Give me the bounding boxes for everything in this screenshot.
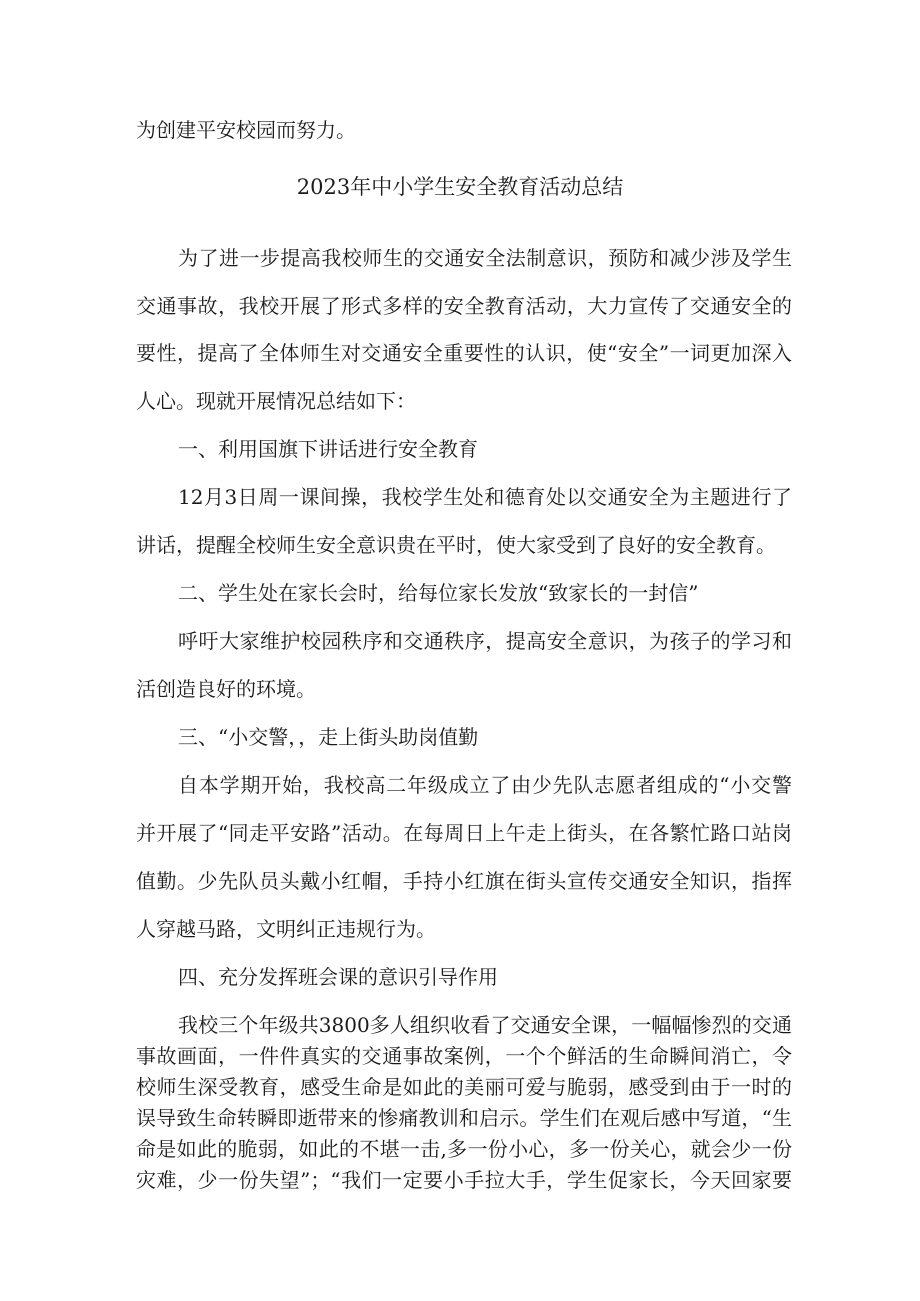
paragraph-5-line-1: 我校三个年级共3800多人组织收看了交通安全课，一幅幅惨烈的交通 <box>178 1013 792 1037</box>
section-heading-4: 四、充分发挥班会课的意识引导作用 <box>178 965 498 989</box>
paragraph-5-line-2: 事故画面，一件件真实的交通事故案例，一个个鲜活的生命瞬间消亡，令 <box>136 1044 792 1068</box>
paragraph-2-line-1: 12月3日周一课间操，我校学生处和德育处以交通安全为主题进行了 <box>178 485 792 509</box>
paragraph-4-line-2: 并开展了“同走平安路”活动。在每周日上午走上街头，在各繁忙路口站岗 <box>136 821 792 845</box>
section-heading-3: 三、“小交警，，走上街头助岗值勤 <box>178 725 479 749</box>
paragraph-3-line-2: 活创造良好的环境。 <box>136 677 316 701</box>
paragraph-4-line-1: 自本学期开始，我校高二年级成立了由少先队志愿者组成的“小交警 <box>178 773 792 797</box>
paragraph-5-line-6: 灾难，少一份失望”；“我们一定要小手拉大手，学生促家长，今天回家要 <box>136 1168 792 1192</box>
paragraph-4-line-3: 值勤。少先队员头戴小红帽，手持小红旗在街头宣传交通安全知识，指挥 <box>136 869 792 893</box>
paragraph-2-line-2: 讲话，提醒全校师生安全意识贵在平时，使大家受到了良好的安全教育。 <box>136 533 776 557</box>
paragraph-5-line-5: 命是如此的脆弱，如此的不堪一击,多一份小心，多一份关心，就会少一份 <box>136 1137 792 1161</box>
paragraph-4-line-4: 人穿越马路，文明纠正违规行为。 <box>136 917 436 941</box>
intro-fragment: 为创建平安校园而努力。 <box>136 118 356 142</box>
paragraph-5-line-3: 校师生深受教育，感受生命是如此的美丽可爱与脆弱，感受到由于一时的 <box>136 1075 792 1099</box>
paragraph-1-line-2: 交通事故，我校开展了形式多样的安全教育活动，大力宣传了交通安全的 <box>136 294 792 318</box>
paragraph-1-line-3: 要性，提高了全体师生对交通安全重要性的认识，使“安全”一词更加深入 <box>136 341 792 365</box>
paragraph-1-line-1: 为了进一步提高我校师生的交通安全法制意识，预防和减少涉及学生 <box>178 246 792 270</box>
paragraph-3-line-1: 呼吁大家维护校园秩序和交通秩序，提高安全意识，为孩子的学习和 <box>178 629 792 653</box>
section-heading-2: 二、学生处在家长会时，给每位家长发放“致家长的一封信” <box>178 581 699 605</box>
document-title: 2023年中小学生安全教育活动总结 <box>296 175 624 199</box>
paragraph-1-line-4: 人心。现就开展情况总结如下： <box>136 389 416 413</box>
paragraph-5-line-4: 误导致生命转瞬即逝带来的惨痛教训和启示。学生们在观后感中写道，“生 <box>136 1106 792 1130</box>
section-heading-1: 一、利用国旗下讲话进行安全教育 <box>178 437 478 461</box>
